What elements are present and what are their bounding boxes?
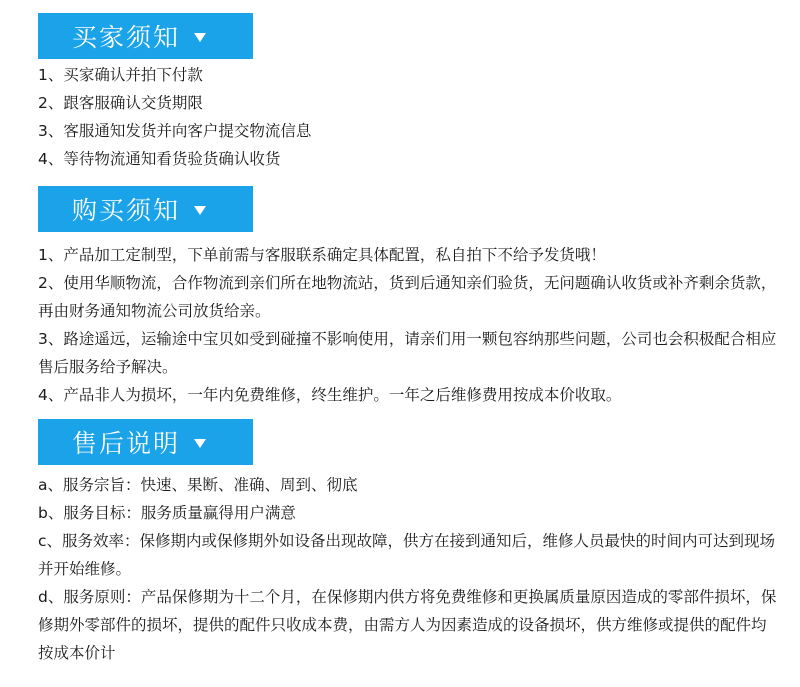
list-item: 2、使用华顺物流，合作物流到亲们所在地物流站，货到后通知亲们验货，无问题确认收货或补齐剩余货款，再由财务通知物流公司放货给亲。	[38, 274, 777, 320]
caret-down-icon	[194, 439, 206, 448]
list-item: 3、客服通知发货并向客户提交物流信息	[38, 122, 312, 140]
section-header-purchase-notice	[38, 186, 253, 232]
list-item: 4、产品非人为损坏，一年内免费维修，终生维护。一年之后维修费用按成本价收取。	[38, 386, 622, 404]
section-title: 买家须知	[72, 23, 181, 52]
list-item: d、服务原则：产品保修期为十二个月，在保修期内供方将免费维修和更换属质量原因造成的零部件损坏，保修期外零部件的损坏，提供的配件只收成本费，由需方人为因素造成的设备损坏，供方维修或提供的配件均按成本价计	[38, 588, 777, 662]
list-item: 2、跟客服确认交货期限	[38, 94, 203, 112]
section-header-after-sales	[38, 419, 253, 465]
list-item: 3、路途遥远，运输途中宝贝如受到碰撞不影响使用，请亲们用一颗包容纳那些问题，公司也会积极配合相应售后服务给予解决。	[38, 330, 777, 376]
list-item: a、服务宗旨：快速、果断、准确、周到、彻底	[38, 476, 358, 494]
list-item: 4、等待物流通知看货验货确认收货	[38, 150, 281, 168]
caret-down-icon	[194, 206, 206, 215]
section-title: 购买须知	[72, 196, 181, 225]
section-title: 售后说明	[72, 429, 181, 458]
section-header-buyer-notice	[38, 13, 253, 59]
list-item: b、服务目标：服务质量赢得用户满意	[38, 504, 296, 522]
caret-down-icon	[194, 33, 206, 42]
list-item: 1、买家确认并拍下付款	[38, 66, 203, 84]
purchase-notice-list	[38, 241, 778, 409]
list-item: 1、产品加工定制型，下单前需与客服联系确定具体配置，私自拍下不给予发货哦！	[38, 246, 606, 264]
list-item: c、服务效率：保修期内或保修期外如设备出现故障，供方在接到通知后，维修人员最快的时间内可达到现场并开始维修。	[38, 532, 776, 578]
after-sales-list	[38, 471, 778, 667]
buyer-notice-list	[38, 61, 311, 173]
